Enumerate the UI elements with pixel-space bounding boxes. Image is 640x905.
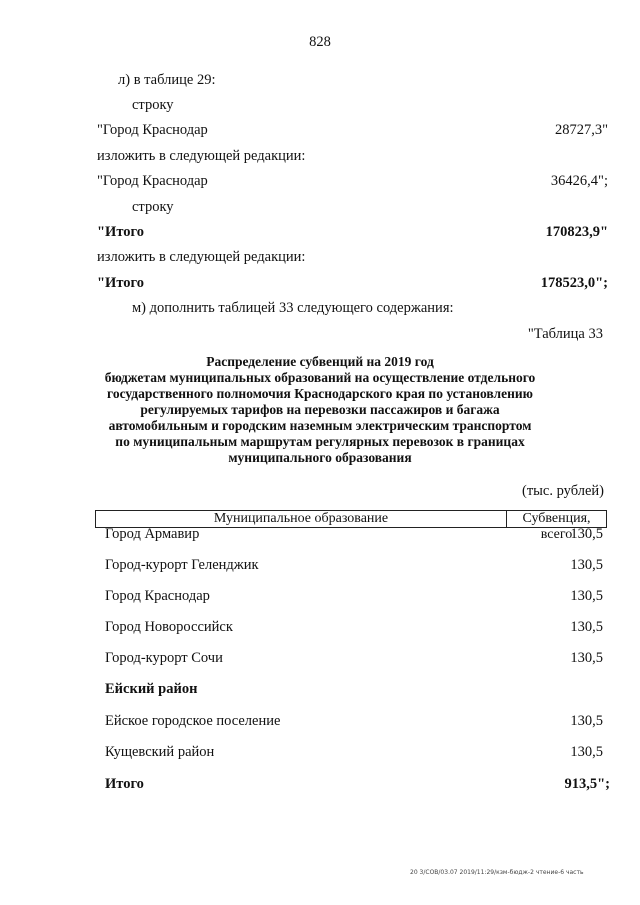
units-label: (тыс. рублей) — [522, 483, 604, 499]
row-word: строку — [132, 97, 174, 113]
table-group-heading: Ейский район — [105, 681, 198, 697]
document-footer: 20 3/СОВ/03.07 2019/11:29/кзм-бюдж-2 чтение-6 часть — [410, 869, 584, 876]
table-title-line: муниципального образования — [228, 450, 412, 465]
row-word: строку — [132, 199, 174, 215]
city-label-new: "Город Краснодар — [97, 173, 208, 189]
table-row-name: Город Краснодар — [105, 588, 210, 604]
table-title-line: по муниципальным маршрутам регулярных перевозок в границах — [115, 434, 525, 449]
table-row-value: 130,5 — [570, 744, 603, 760]
table-row-value: 130,5 — [570, 557, 603, 573]
total-value-new: 178523,0"; — [540, 275, 608, 291]
total-label-old: "Итого — [97, 224, 144, 240]
table-row-name: Ейское городское поселение — [105, 713, 281, 729]
column-header-municipality: Муниципальное образование — [213, 511, 389, 526]
column-header-subvention: Субвенция, всего — [522, 511, 591, 542]
table-title-line: автомобильным и городским наземным электрическим транспортом — [108, 418, 532, 433]
table-title-line: государственного полномочия Краснодарского края по установлению — [107, 386, 533, 401]
table-title-line: бюджетам муниципальных образований на осуществление отдельного — [104, 370, 536, 385]
table-total-label: Итого — [105, 776, 144, 792]
table-row-name: Город Новороссийск — [105, 619, 233, 635]
city-value-new: 36426,4"; — [550, 173, 608, 189]
change-instruction: изложить в следующей редакции: — [97, 249, 306, 265]
page-number: 828 — [309, 34, 331, 50]
change-instruction: изложить в следующей редакции: — [97, 148, 306, 164]
total-value-old: 170823,9" — [545, 224, 608, 240]
table-reference: "Таблица 33 — [527, 326, 603, 342]
clause-m-heading: м) дополнить таблицей 33 следующего содержания: — [132, 300, 454, 316]
clause-l-heading: л) в таблице 29: — [118, 72, 216, 88]
total-label-new: "Итого — [97, 275, 144, 291]
table-row-name: Город-курорт Сочи — [105, 650, 223, 666]
table-row-value: 130,5 — [570, 619, 603, 635]
table-row-value: 130,5 — [570, 588, 603, 604]
table-title-line: регулируемых тарифов на перевозки пассажиров и багажа — [140, 402, 500, 417]
table-row-value: 130,5 — [570, 713, 603, 729]
city-value-old: 28727,3" — [554, 122, 608, 138]
table-total-value: 913,5"; — [564, 776, 610, 792]
table-row-name: Кущевский район — [105, 744, 215, 760]
city-label-old: "Город Краснодар — [97, 122, 208, 138]
table-row-name: Город-курорт Геленджик — [105, 557, 259, 573]
table-row-value: 130,5 — [570, 650, 603, 666]
table-row-name: Город Армавир — [105, 526, 200, 542]
table-title-line: Распределение субвенций на 2019 год — [206, 354, 434, 369]
table-row-value: 130,5 — [570, 526, 603, 542]
